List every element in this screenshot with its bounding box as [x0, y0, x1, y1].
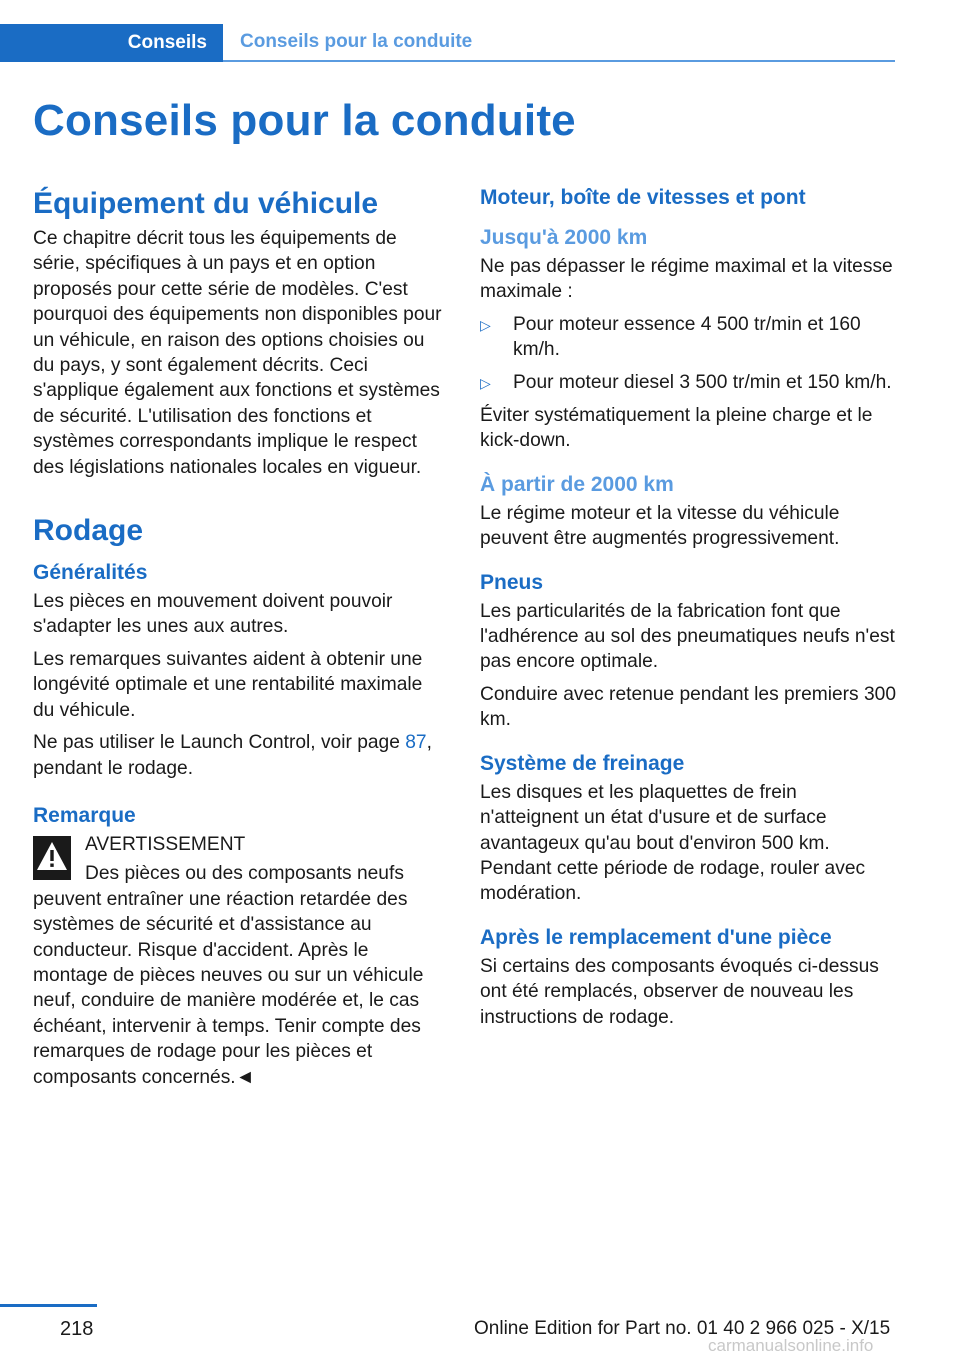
jusqua-heading: Jusqu'à 2000 km: [480, 226, 648, 249]
left-column: [33, 186, 448, 1097]
eviter-text: Éviter systématiquement la pleine charge et le kick-down.: [480, 405, 873, 452]
pneus-p2: Conduire avec retenue pendant les premiers 300 km.: [480, 683, 896, 731]
pneus-heading: Pneus: [480, 570, 544, 594]
pneus-p1: Les particularités de la fabrication font que l'adhérence au sol des pneumatiques neufs n'est pas encore optimale.: [480, 600, 895, 673]
page-link[interactable]: 87: [405, 732, 427, 754]
warning-title: AVERTISSEMENT: [85, 833, 246, 855]
page-number: 218: [60, 1318, 94, 1340]
moteur-heading: Moteur, boîte de vitesses et pont: [480, 186, 806, 209]
triangle-bullet-icon: ▷: [480, 374, 491, 391]
edition-text: Online Edition for Part no. 01 40 2 966 025 - X/15: [474, 1318, 891, 1339]
generalites-p3: [33, 730, 448, 781]
equipment-heading: Équipement du véhicule: [33, 187, 379, 220]
apres-text: Si certains des composants évoqués ci-dessus ont été remplacés, observer de nouveau les instructions de rodage.: [480, 955, 879, 1028]
jusqua-text: Ne pas dépasser le régime maximal et la vitesse maximale :: [480, 256, 893, 303]
apartir-heading: À partir de 2000 km: [480, 472, 674, 496]
header-divider: [223, 60, 895, 62]
frein-heading: Système de freinage: [480, 751, 685, 775]
generalites-p1: Les pièces en mouvement doivent pouvoir s'adapter les unes aux autres.: [33, 591, 393, 638]
p3-before: Ne pas utiliser le Launch Control, voir page: [33, 732, 406, 754]
section-tab[interactable]: Conseils: [0, 24, 223, 62]
generalites-heading: Généralités: [33, 561, 148, 585]
equipment-text: Ce chapitre décrit tous les équipements de série, spécifiques à un pays et en option proposés pour cette série de modèles. C'est pourquoi des équipements non disponibles pour un véhicule, en raison des options choisies ou du pays, y sont également décrits. Ceci s'applique également aux fonctions et systèmes de sécurité. L'utilisation des fonctions et systèmes correspondants implique le respect des législations nationales locales en vigueur.: [33, 228, 442, 478]
warning-text: Des pièces ou des composants neufs peuvent entraîner une réaction retardée des systèmes de sécurité et d'assistance au conducteur. Risque d'accident. Après le montage de pièces neuves ou sur un véhicule neuf, conduire de manière modérée et, le cas échéant, intervenir à temps. Tenir compte des remarques de rodage pour les pièces et composants concernés.◄: [33, 863, 424, 1088]
page-title: Conseils pour la conduite: [33, 96, 576, 145]
rodage-heading: Rodage: [33, 514, 144, 548]
right-column: [480, 184, 900, 1037]
warning-icon: [33, 836, 71, 880]
list-item: [480, 312, 900, 363]
list-item: [480, 370, 900, 396]
triangle-bullet-icon: ▷: [480, 316, 491, 333]
bullet-text: Pour moteur diesel 3 500 tr/min et 150 km/h.: [513, 371, 892, 393]
apres-heading: Après le remplacement d'une pièce: [480, 925, 832, 949]
bullet-text: Pour moteur essence 4 500 tr/min et 160 km/h.: [513, 313, 861, 361]
generalites-p2: Les remarques suivantes aident à obtenir une longévité optimale et une rentabilité maximale du véhicule.: [33, 648, 423, 721]
watermark: carmanualsonline.info: [708, 1336, 874, 1355]
breadcrumb: Conseils pour la conduite: [240, 31, 473, 52]
apartir-text: Le régime moteur et la vitesse du véhicule peuvent être augmentés progressivement.: [480, 502, 840, 550]
warning-block: [33, 832, 448, 1090]
p3-after: , pendant le rodage.: [33, 732, 432, 779]
footer-divider: [0, 1304, 97, 1307]
frein-text: Les disques et les plaquettes de frein n'atteignent un état d'usure et de surface avantageux qu'au bout d'environ 500 km. Pendant cette période de rodage, rouler avec modération.: [480, 781, 866, 905]
remarque-heading: Remarque: [33, 803, 136, 827]
